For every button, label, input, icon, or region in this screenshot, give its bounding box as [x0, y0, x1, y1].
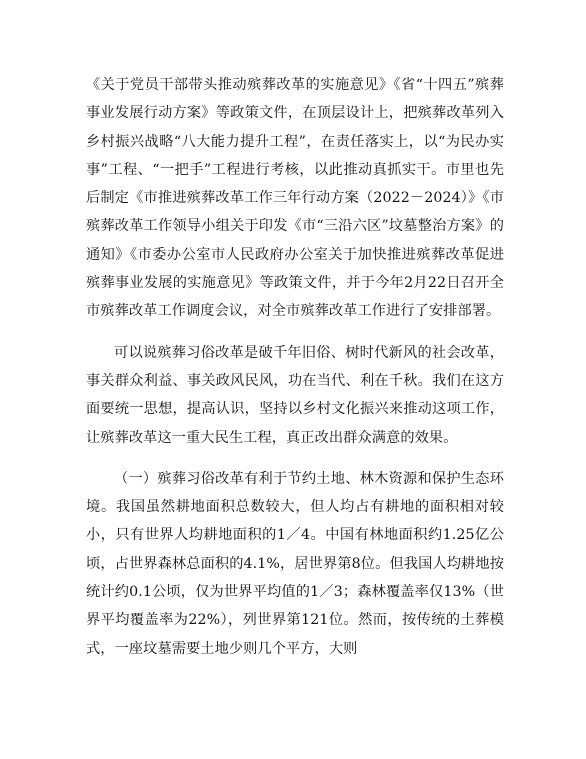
paragraph-2: 可以说殡葬习俗改革是破千年旧俗、树时代新风的社会改革，事关群众利益、事关政风民风，功在当代、利在千秋。我们在这方面要统一思想，提高认识，坚持以乡村文化振兴来推动这项工作，让殡葬改革这一重大民生工程，真正改出群众满意的效果。 [86, 344, 504, 446]
paragraph-3: （一）殡葬习俗改革有利于节约土地、林木资源和保护生态环境。我国虽然耕地面积总数较大，但人均占有耕地的面积相对较小，只有世界人均耕地面积的1／4。中国有林地面积约1.25亿公顷，占世界森林总面积的4.1%，居世界第8位。但我国人均耕地按统计约0.1公顷，仅为世界平均值的1／3；森林覆盖率仅13%（世界平均覆盖率为22%），列世界第121位。然而，按传统的土葬模式，一座坟墓需要土地少则几个平方，大则 [86, 470, 504, 657]
paragraph-1: 《关于党员干部带头推动殡葬改革的实施意见》《省“十四五”殡葬事业发展行动方案》等政策文件，在顶层设计上，把殡葬改革列入乡村振兴战略“八大能力提升工程”，在责任落实上，以“为民办实事”工程、“一把手”工程进行考核，以此推动真抓实干。市里也先后制定《市推进殡葬改革工作三年行动方案（2022－2024）》《市殡葬改革工作领导小组关于印发《市“三沿六区”坟墓整治方案》的通知》《市委办公室市人民政府办公室关于加快推进殡葬改革促进殡葬事业发展的实施意见》等政策文件，并于今年2月22日召开全市殡葬改革工作调度会议，对全市殡葬改革工作进行了安排部署。 [86, 77, 504, 320]
paragraph-gap [86, 326, 504, 339]
document-body [86, 71, 504, 663]
paragraph-gap [86, 452, 504, 465]
